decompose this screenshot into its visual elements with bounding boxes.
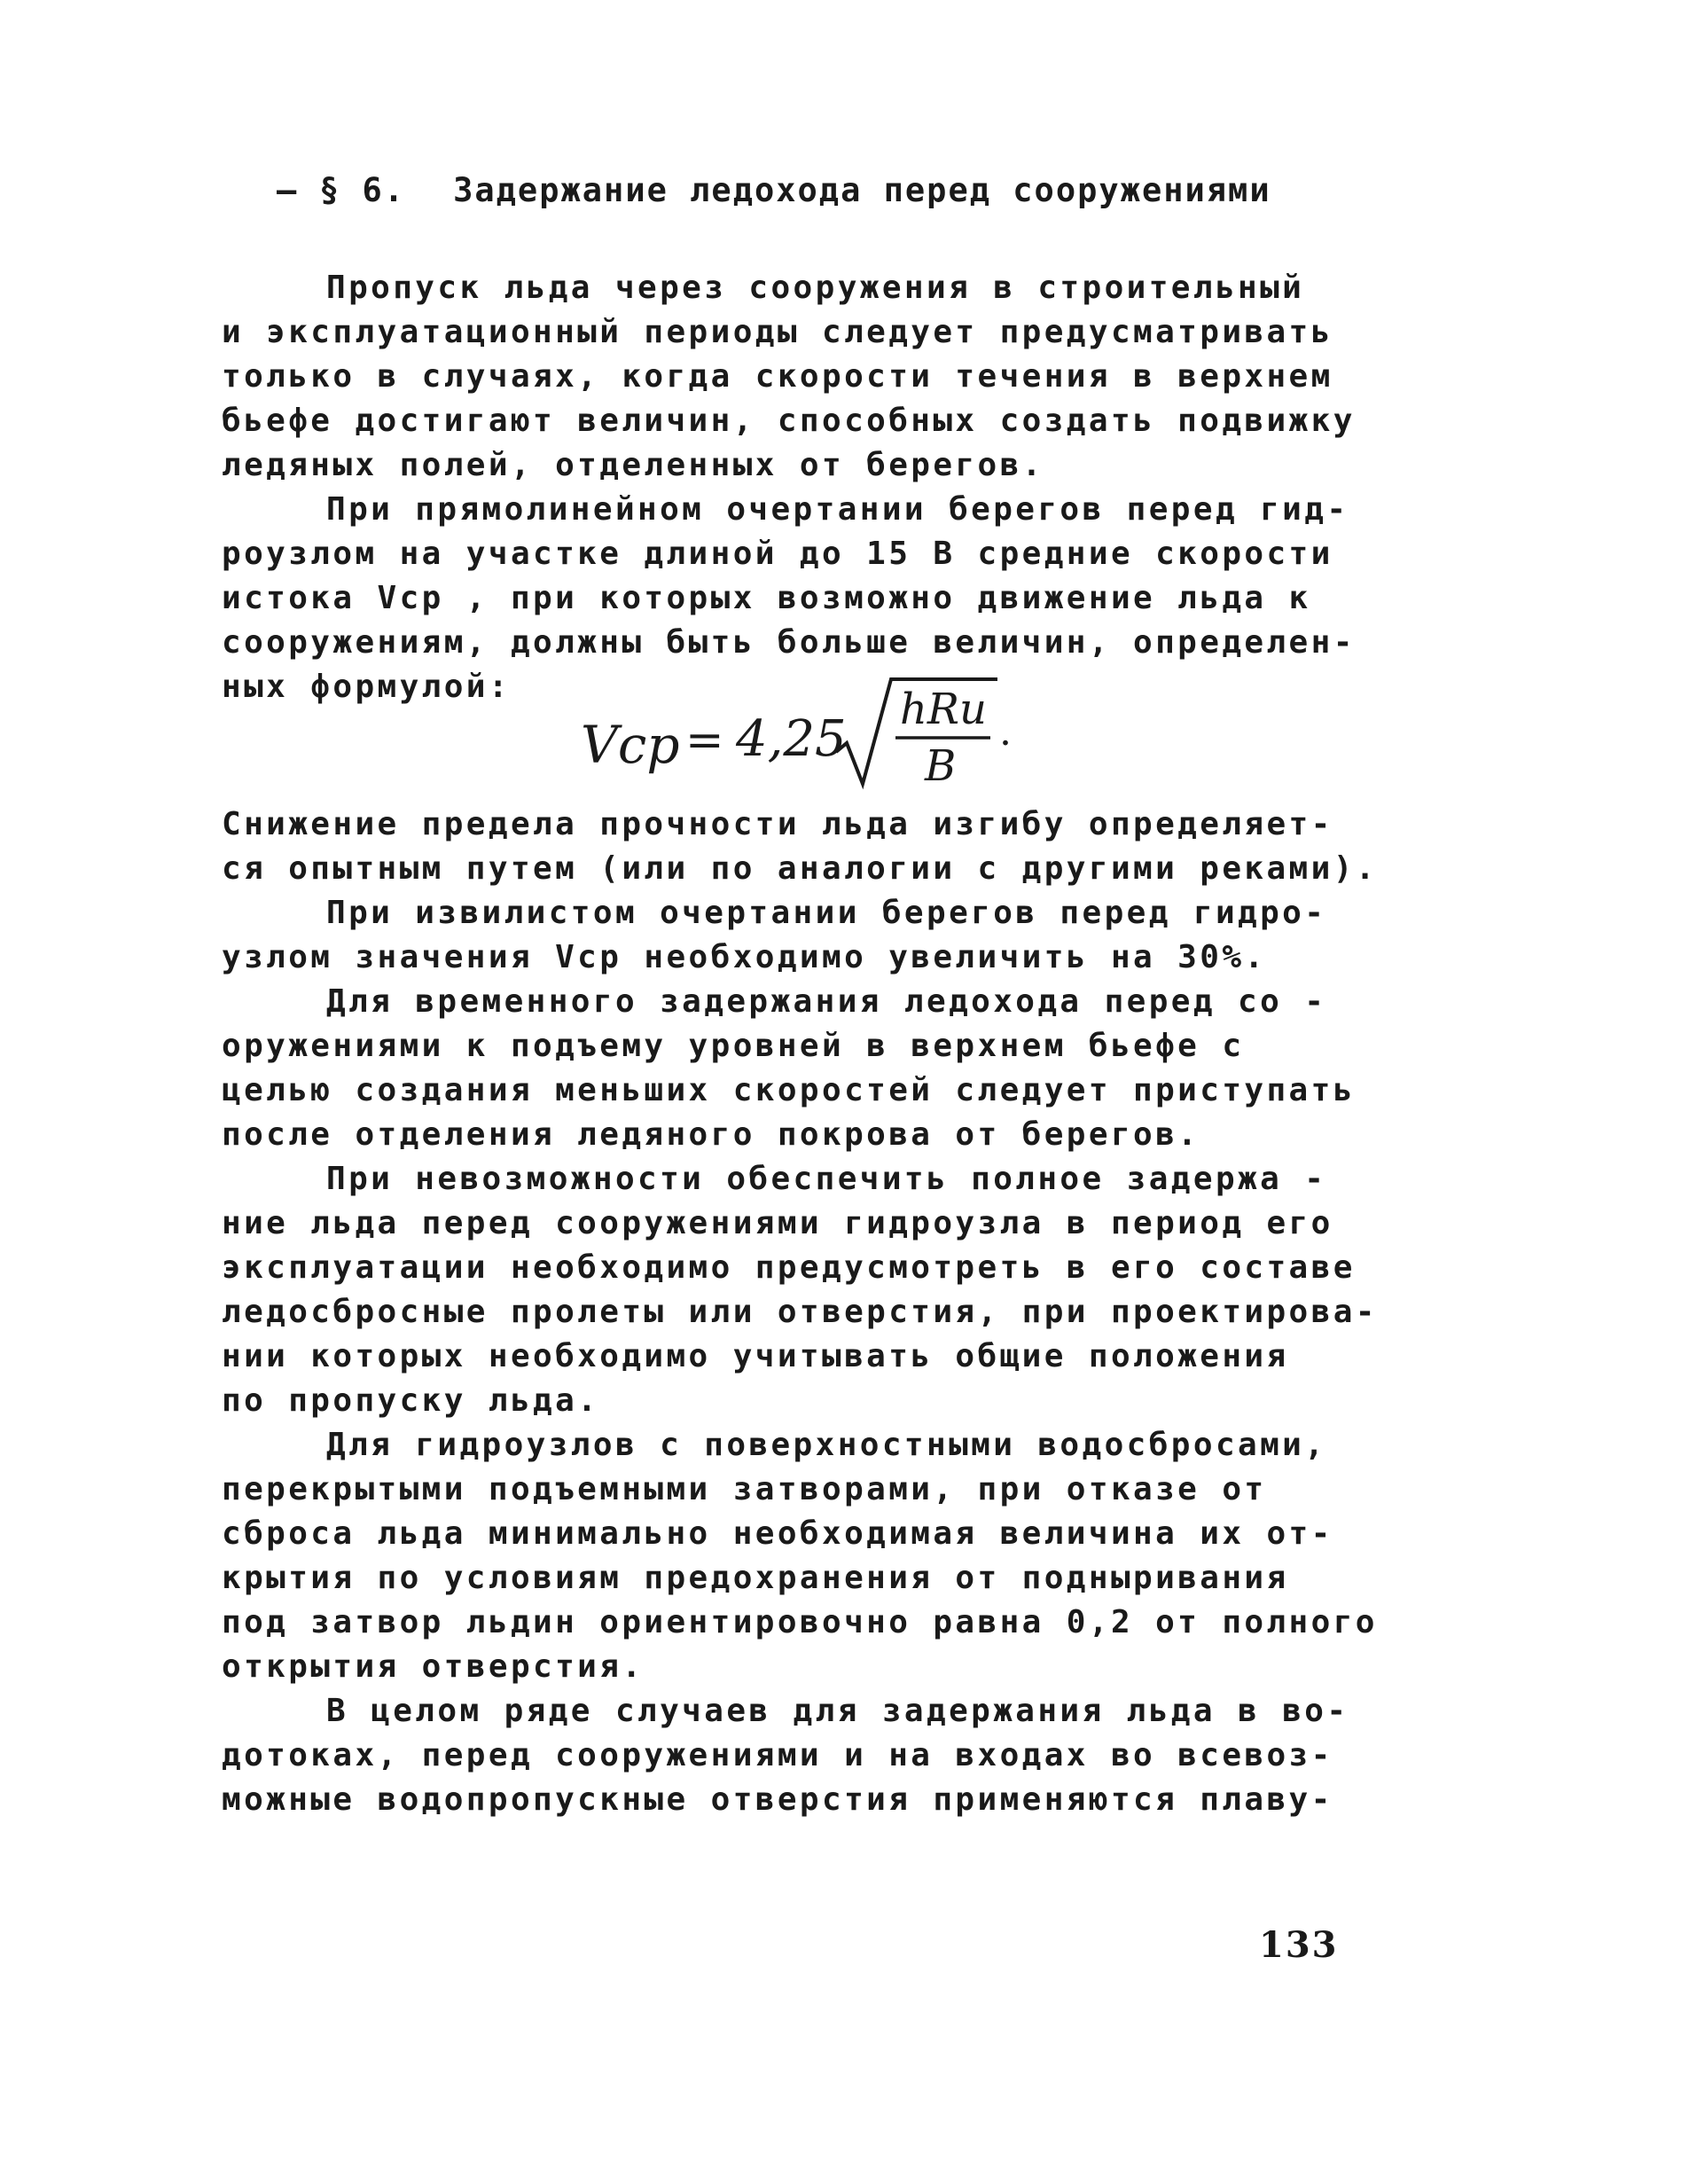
text-line: эксплуатации необходимо предусмотреть в его составе xyxy=(222,1249,1356,1286)
text-line: При невозможности обеспечить полное задержа - xyxy=(326,1161,1327,1197)
text-line: При извилистом очертании берегов перед гидро- xyxy=(326,895,1327,931)
text-line: В целом ряде случаев для задержания льда в во- xyxy=(326,1693,1349,1729)
formula-numerator: hRи xyxy=(900,685,987,734)
text-line: крытия по условиям предохранения от подныривания xyxy=(222,1560,1289,1596)
text-line: роузлом на участке длиной до 15 B средние скорости xyxy=(222,536,1333,572)
text-line: бьефе достигают величин, способных создать подвижку xyxy=(222,403,1356,439)
text-line: после отделения ледяного покрова от берегов. xyxy=(222,1116,1200,1153)
text-line: ледосбросные пролеты или отверстия, при проектирова- xyxy=(222,1294,1378,1330)
text-line: только в случаях, когда скорости течения в верхнем xyxy=(222,358,1333,395)
heading-mark: – xyxy=(277,171,299,209)
text-line: нии которых необходимо учитывать общие положения xyxy=(222,1338,1289,1374)
text-line: и эксплуатационный периоды следует предусматривать xyxy=(222,314,1333,350)
text-line: истока Vср , при которых возможно движение льда к xyxy=(222,580,1311,616)
text-line: перекрытыми подъемными затворами, при отказе от xyxy=(222,1471,1267,1507)
text-line: под затвор льдин ориентировочно равна 0,2 от полного xyxy=(222,1604,1378,1640)
text-line: сброса льда минимально необходимая величина их от- xyxy=(222,1515,1333,1552)
text-block-main xyxy=(222,802,1392,1822)
section-heading xyxy=(277,168,1385,213)
formula-coefficient: 4,25 xyxy=(736,710,847,768)
text-line: ных формулой: xyxy=(222,669,511,705)
section-title: Задержание ледохода перед сооружениями xyxy=(453,171,1271,209)
text-line: Пропуск льда через сооружения в строительный xyxy=(326,270,1305,306)
text-line: Снижение предела прочности льда изгибу определяет- xyxy=(222,806,1333,842)
section-number: § 6. xyxy=(319,171,406,209)
text-line: ледяных полей, отделенных от берегов. xyxy=(222,447,1044,483)
text-line: Для временного задержания ледохода перед со - xyxy=(326,983,1327,1020)
text-line: узлом значения Vср необходимо увеличить на 30%. xyxy=(222,939,1267,975)
text-line: оружениями к подъему уровней в верхнем бьефе с xyxy=(222,1028,1245,1064)
velocity-formula xyxy=(581,667,1077,800)
text-line: открытия отверстия. xyxy=(222,1648,645,1685)
text-line: сооружениям, должны быть больше величин, определен- xyxy=(222,624,1356,661)
text-line: по пропуску льда. xyxy=(222,1382,600,1419)
text-line: При прямолинейном очертании берегов перед гид- xyxy=(326,491,1349,528)
text-line: ние льда перед сооружениями гидроузла в период его xyxy=(222,1205,1333,1241)
text-line: Для гидроузлов с поверхностными водосбросами, xyxy=(326,1427,1327,1463)
text-line: ся опытным путем (или по аналогии с другими реками). xyxy=(222,850,1378,887)
text-line: дотоках, перед сооружениями и на входах во всевоз- xyxy=(222,1737,1333,1773)
page-number: 133 xyxy=(1259,1924,1339,1966)
formula-lhs: Vср xyxy=(581,715,680,775)
text-line: можные водопропускные отверстия применяются плаву- xyxy=(222,1781,1333,1818)
formula-equals: = xyxy=(685,714,724,767)
formula-denominator: B xyxy=(925,741,957,791)
text-line: целью создания меньших скоростей следует приступать xyxy=(222,1072,1356,1108)
formula-period: . xyxy=(999,709,1012,755)
text-block-intro xyxy=(222,266,1392,709)
